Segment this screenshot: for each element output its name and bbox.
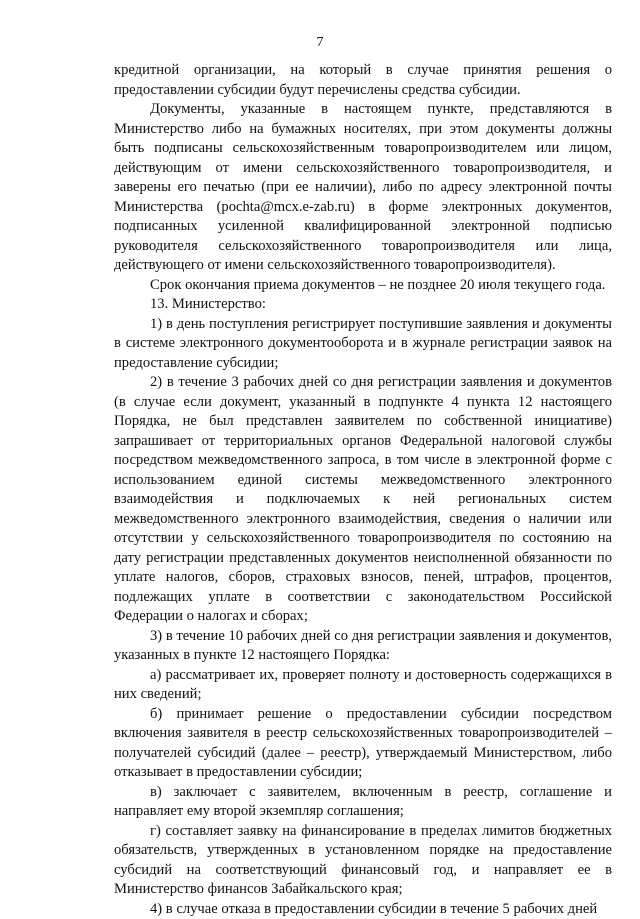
paragraph-subitem-1: 1) в день поступления регистрирует поступившие заявления и документы в системе электронного документооборота и в журнале регистрации заявок на предоставление субсидии; xyxy=(114,315,612,374)
paragraph-subitem-4: 4) в случае отказа в предоставлении субсидии в течение 5 рабочих дней xyxy=(114,900,612,919)
paragraph-deadline: Срок окончания приема документов – не позднее 20 июля текущего года. xyxy=(114,276,612,296)
document-body xyxy=(114,61,612,919)
paragraph-subitem-3v: в) заключает с заявителем, включенным в реестр, соглашение и направляет ему второй экземпляр соглашения; xyxy=(114,783,612,822)
paragraph-subitem-3: 3) в течение 10 рабочих дней со дня регистрации заявления и документов, указанных в пункте 12 настоящего Порядка: xyxy=(114,627,612,666)
paragraph-subitem-3a: а) рассматривает их, проверяет полноту и достоверность содержащихся в них сведений; xyxy=(114,666,612,705)
paragraph-subitem-2: 2) в течение 3 рабочих дней со дня регистрации заявления и документов (в случае если документ, указанный в подпункте 4 пункта 12 настоящего Порядка, не был представлен заявителем по собственной инициативе) запрашивает от территориальных органов Федеральной налоговой службы посредством межведомственного запроса, в том числе в электронной форме с использованием единой системы межведомственного электронного взаимодействия и подключаемых к ней региональных систем межведомственного электронного взаимодействия, сведения о наличии или отсутствии у сельскохозяйственного товаропроизводителя по состоянию на дату регистрации представленных документов неисполненной обязанности по уплате налогов, сборов, страховых взносов, пеней, штрафов, процентов, подлежащих уплате в соответствии с законодательством Российской Федерации о налогах и сборах; xyxy=(114,373,612,627)
paragraph-documents-submission: Документы, указанные в настоящем пункте, представляются в Министерство либо на бумажных носителях, при этом документы должны быть подписаны сельскохозяйственным товаропроизводителем или лицом, действующим от имени сельскохозяйственного товаропроизводителя, и заверены его печатью (при ее наличии), либо по адресу электронной почты Министерства (pochta@mcx.e-zab.ru) в форме электронных документов, подписанных усиленной квалифицированной электронной подписью руководителя сельскохозяйственного товаропроизводителя или лица, действующего от имени сельскохозяйственного товаропроизводителя). xyxy=(114,100,612,276)
page-number: 7 xyxy=(0,35,640,51)
paragraph-subitem-3g: г) составляет заявку на финансирование в пределах лимитов бюджетных обязательств, утвержденных в установленном порядке на предоставление субсидий на соответствующий финансовый год, и направляет ее в Министерство финансов Забайкальского края; xyxy=(114,822,612,900)
paragraph-bank-continuation: кредитной организации, на который в случае принятия решения о предоставлении субсидии будут перечислены средства субсидии. xyxy=(114,61,612,100)
paragraph-item-13-heading: 13. Министерство: xyxy=(114,295,612,315)
paragraph-subitem-3b: б) принимает решение о предоставлении субсидии посредством включения заявителя в реестр сельскохозяйственных товаропроизводителей – получателей субсидий (далее – реестр), утверждаемый Министерством, либо отказывает в предоставлении субсидии; xyxy=(114,705,612,783)
